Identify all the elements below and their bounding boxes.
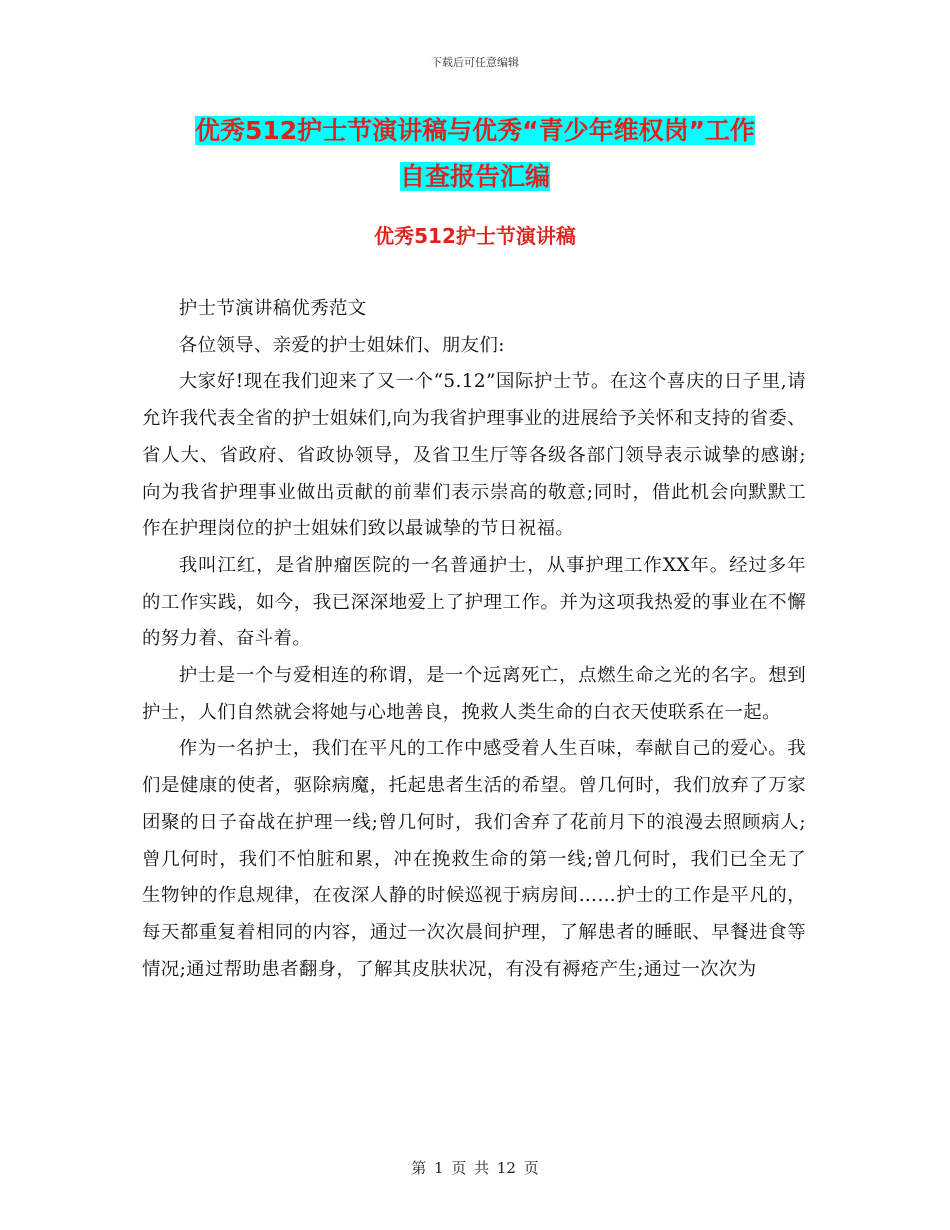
- paragraph-subtitle: 护士节演讲稿优秀范文: [178, 298, 367, 319]
- document-title-line-2: 自查报告汇编: [399, 162, 550, 191]
- paragraph: 护士是一个与爱相连的称谓，是一个远离死亡，点燃生命之光的名字。想到护士，人们自然就会将她与心地善良，挽救人类生命的白衣天使联系在一起。: [142, 665, 806, 723]
- section-title: 优秀512护士节演讲稿: [374, 224, 576, 248]
- page-footer: 第 1 页 共 12 页: [411, 1159, 539, 1177]
- paragraph: 大家好!现在我们迎来了又一个“5.12”国际护士节。在这个喜庆的日子里,请允许我代表全省的护士姐妹们,向为我省护理事业的进展给予关怀和支持的省委、省人大、省政府、省政协领导，及省卫生厅等各级各部门领导表示诚挚的感谢;向为我省护理事业做出贡献的前辈们表示崇高的敬意;同时，借此机会向默默工作在护理岗位的护士姐妹们致以最诚挚的节日祝福。: [142, 371, 806, 540]
- paragraph: 作为一名护士，我们在平凡的工作中感受着人生百味，奉献自己的爱心。我们是健康的使者，驱除病魔，托起患者生活的希望。曾几何时，我们放弃了万家团聚的日子奋战在护理一线;曾几何时，我们舍弃了花前月下的浪漫去照顾病人;曾几何时，我们不怕脏和累，冲在挽救生命的第一线;曾几何时，我们已全无了生物钟的作息规律，在夜深人静的时候巡视于病房间……护士的工作是平凡的，每天都重复着相同的内容，通过一次次晨间护理，了解患者的睡眠、早餐进食等情况;通过帮助患者翻身，了解其皮肤状况，有没有褥疮产生;通过一次次为: [142, 738, 806, 980]
- document-body: [142, 291, 806, 988]
- paragraph: 我叫江红，是省肿瘤医院的一名普通护士，从事护理工作XX年。经过多年的工作实践，如今，我已深深地爱上了护理工作。并为这项我热爱的事业在不懈的努力着、奋斗着。: [142, 554, 806, 650]
- document-title-line-1: 优秀512护士节演讲稿与优秀“青少年维权岗”工作: [194, 116, 756, 145]
- header-note: 下载后可任意编辑: [431, 56, 519, 69]
- paragraph-salutation: 各位领导、亲爱的护士姐妹们、朋友们:: [178, 334, 505, 356]
- document-title: [140, 108, 810, 200]
